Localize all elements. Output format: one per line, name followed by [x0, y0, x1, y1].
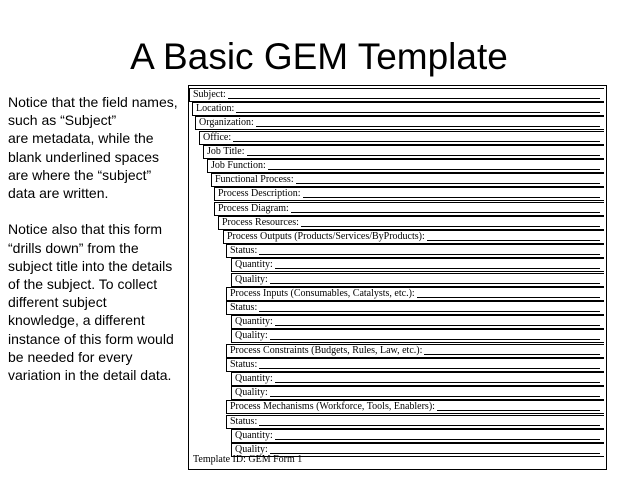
form-field-row: [195, 116, 604, 130]
form-field-label: Quality:: [235, 330, 268, 342]
form-field-row: [226, 415, 604, 429]
form-field-label: Subject:: [193, 89, 226, 101]
form-field-label: Location:: [196, 103, 235, 115]
form-field-row: [199, 131, 604, 145]
form-field-blank[interactable]: [270, 453, 600, 454]
form-field-blank[interactable]: [259, 311, 600, 312]
form-field-label: Functional Process:: [215, 174, 294, 186]
form-field-row: [207, 159, 604, 173]
form-field-label: Job Title:: [207, 145, 245, 157]
form-field-blank[interactable]: [247, 155, 600, 156]
slide-title: A Basic GEM Template: [130, 36, 508, 77]
form-field-blank[interactable]: [275, 439, 600, 440]
form-field-label: Quality:: [235, 444, 268, 456]
form-field-blank[interactable]: [236, 112, 600, 113]
form-field-label: Status:: [230, 415, 258, 427]
form-field-blank[interactable]: [424, 354, 600, 355]
form-field-row: [231, 329, 604, 343]
form-field-label: Process Description:: [218, 188, 301, 200]
form-field-label: Organization:: [199, 117, 254, 129]
form-field-blank[interactable]: [259, 425, 600, 426]
form-field-row: [226, 287, 604, 301]
form-field-label: Status:: [230, 245, 258, 257]
form-field-label: Office:: [203, 131, 232, 143]
form-field-label: Process Mechanisms (Workforce, Tools, Enablers):: [230, 401, 435, 413]
form-field-row: [231, 258, 604, 272]
form-field-blank[interactable]: [256, 126, 600, 127]
form-field-blank[interactable]: [437, 410, 600, 411]
form-field-blank[interactable]: [233, 141, 600, 142]
form-field-label: Quantity:: [235, 429, 273, 441]
form-field-row: [223, 230, 604, 244]
form-field-label: Process Diagram:: [218, 202, 289, 214]
form-field-blank[interactable]: [303, 197, 601, 198]
form-field-blank[interactable]: [228, 98, 600, 99]
form-field-label: Quantity:: [235, 259, 273, 271]
form-field-blank[interactable]: [275, 268, 600, 269]
form-field-label: Quantity:: [235, 373, 273, 385]
form-field-blank[interactable]: [427, 240, 600, 241]
form-field-blank[interactable]: [270, 339, 600, 340]
gem-form: [188, 85, 607, 470]
form-field-blank[interactable]: [259, 368, 600, 369]
form-field-blank[interactable]: [270, 396, 600, 397]
form-field-blank[interactable]: [417, 297, 600, 298]
form-field-label: Quality:: [235, 387, 268, 399]
form-field-row: [192, 102, 604, 116]
form-field-row: [214, 187, 604, 201]
form-field-row: [231, 386, 604, 400]
form-field-label: Status:: [230, 302, 258, 314]
template-id: Template ID: GEM Form 1: [193, 454, 303, 465]
form-field-label: Process Constraints (Budgets, Rules, Law, etc.):: [230, 344, 423, 356]
form-field-blank[interactable]: [291, 212, 600, 213]
form-field-label: Job Function:: [211, 160, 266, 172]
form-field-row: [203, 145, 604, 159]
form-field-row: [226, 344, 604, 358]
form-field-row: [226, 244, 604, 258]
form-field-label: Status:: [230, 358, 258, 370]
form-field-row: [218, 216, 604, 230]
explanation-text: Notice that the field names, such as “Subject” are metadata, while the blank underlined spaces are where the “subject” data are written. Notice also that this form “drills down” from the subject title into the details of the subject. To collect different subject knowledge, a different instance of this form would be needed for every variation in the detail data.: [8, 94, 178, 384]
form-field-blank[interactable]: [275, 382, 600, 383]
form-field-blank[interactable]: [259, 254, 600, 255]
form-field-row: [231, 429, 604, 443]
form-field-row: [226, 358, 604, 372]
form-field-row: [226, 400, 604, 414]
form-field-blank[interactable]: [301, 226, 600, 227]
form-field-label: Process Outputs (Products/Services/ByProducts):: [227, 231, 425, 243]
form-field-row: [231, 315, 604, 329]
form-field-label: Process Resources:: [222, 216, 299, 228]
form-field-blank[interactable]: [270, 283, 600, 284]
form-field-blank[interactable]: [268, 169, 600, 170]
form-field-blank[interactable]: [275, 325, 600, 326]
form-field-blank[interactable]: [296, 183, 600, 184]
form-field-row: [214, 202, 604, 216]
form-field-label: Quantity:: [235, 316, 273, 328]
form-field-row: [189, 88, 604, 102]
form-field-row: [226, 301, 604, 315]
form-field-row: [231, 273, 604, 287]
form-field-label: Process Inputs (Consumables, Catalysts, etc.):: [230, 287, 415, 299]
form-field-label: Quality:: [235, 273, 268, 285]
form-field-row: [211, 173, 604, 187]
form-field-row: [231, 372, 604, 386]
